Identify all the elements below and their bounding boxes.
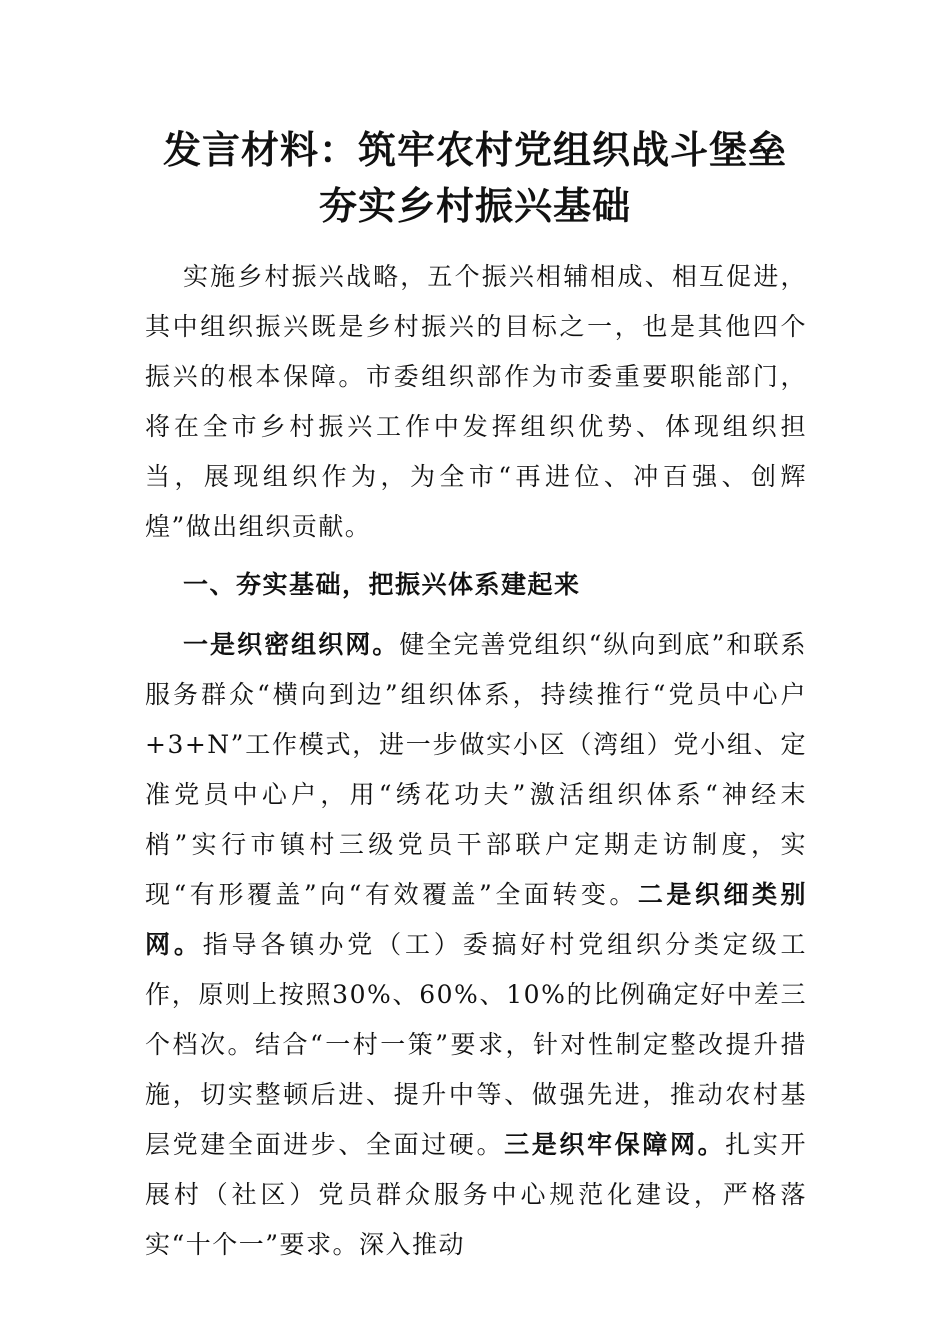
- point1-text: 健全完善党组织“纵向到底”和联系服务群众“横向到边”组织体系，持续推行“党员中心户+3+N”工作模式，进一步做实小区（湾组）党小组、定准党员中心户，用“绣花功夫”激活组织体系“神经末梢”实行市镇村三级党员干部联户定期走访制度，实现“有形覆盖”向“有效覆盖”全面转变。: [145, 630, 807, 909]
- section-paragraph: [145, 620, 807, 1270]
- point3-lead: 三是织牢保障网。: [504, 1130, 726, 1159]
- document-title: 发言材料：筑牢农村党组织战斗堡垒 夯实乡村振兴基础: [162, 127, 787, 228]
- section-heading: 一、夯实基础，把振兴体系建起来: [183, 570, 581, 599]
- intro-paragraph: 实施乡村振兴战略，五个振兴相辅相成、相互促进，其中组织振兴既是乡村振兴的目标之一，也是其他四个振兴的根本保障。市委组织部作为市委重要职能部门，将在全市乡村振兴工作中发挥组织优势、体现组织担当，展现组织作为，为全市“再进位、冲百强、创辉煌”做出组织贡献。: [145, 262, 807, 541]
- point2-text: 指导各镇办党（工）委搞好村党组织分类定级工作，原则上按照30%、60%、10%的比例确定好中差三个档次。结合“一村一策”要求，针对性制定整改提升措施，切实整顿后进、提升中等、做强先进，推动农村基层党建全面进步、全面过硬。: [145, 930, 807, 1159]
- point3-text: 扎实开展村（社区）党员群众服务中心规范化建设，严格落实“十个一”要求。深入推动: [145, 1130, 807, 1259]
- point1-lead: 一是织密组织网。: [183, 630, 400, 659]
- point2-lead: 二是织细类别网。: [145, 880, 807, 959]
